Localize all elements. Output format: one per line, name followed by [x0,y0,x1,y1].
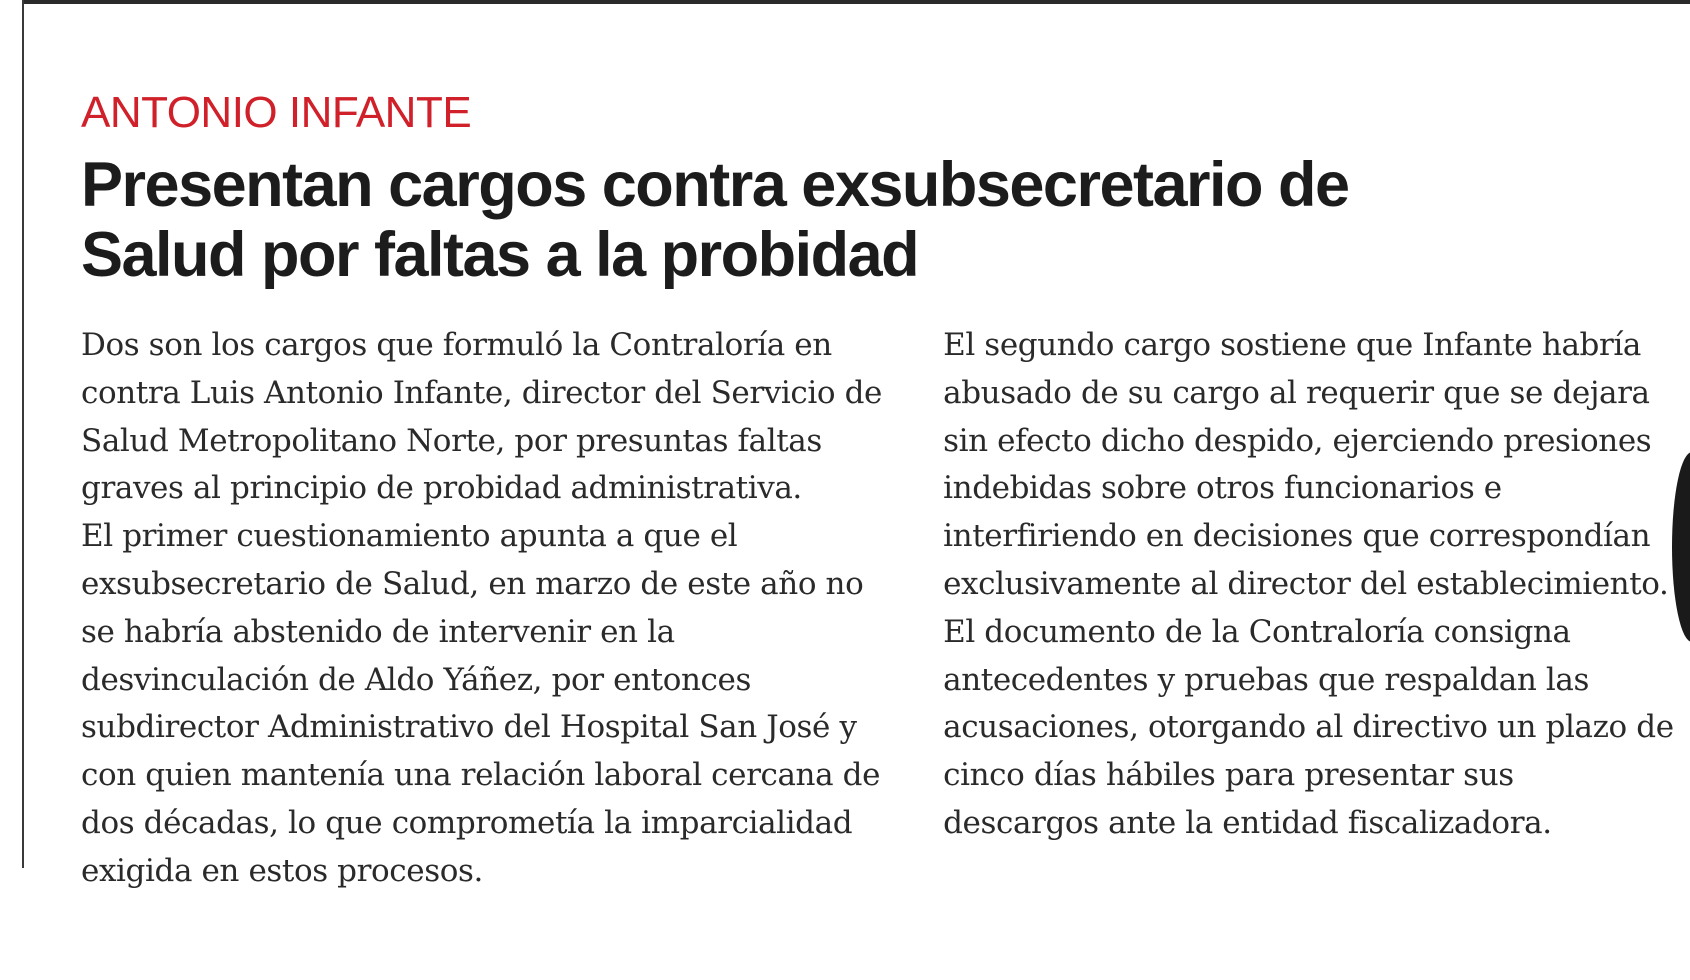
article-body [81,322,1676,896]
article-headline: Presentan cargos contra exsubsecretario de Salud por faltas a la probidad [81,150,1349,290]
body-paragraph-1: Dos son los cargos que formuló la Contraloría en contra Luis Antonio Infante, director del Servicio de Salud Metropolitano Norte, por presuntas faltas graves al principio de probidad administrativa. [81,327,882,507]
article-kicker: ANTONIO INFANTE [81,88,472,137]
body-paragraph-2: El primer cuestionamiento apunta a que el exsubsecretario de Salud, en marzo de este año no se habría abstenido de intervenir en la desvinculación de Aldo Yáñez, por entonces subdirector Administrativo del Hospital San José y con quien mantenía una relación laboral cercana de dos décadas, lo que comprometía la imparcialidad exigida en estos procesos. [81,518,881,889]
body-column-right [943,322,1676,896]
left-rule [22,0,24,868]
top-rule [22,0,1690,4]
article [81,86,1676,889]
body-paragraph-3: El segundo cargo sostiene que Infante habría abusado de su cargo al requerir que se dejara sin efecto dicho despido, ejerciendo presiones indebidas sobre otros funcionarios e interfiriendo en decisiones que correspondían exclusivamente al director del establecimiento. [943,327,1669,602]
body-paragraph-4: El documento de la Contraloría consigna antecedentes y pruebas que respaldan las acusaciones, otorgando al directivo un plazo de cinco días hábiles para presentar sus descargos ante la entidad fiscalizadora. [943,613,1674,841]
body-column-left [81,322,893,896]
